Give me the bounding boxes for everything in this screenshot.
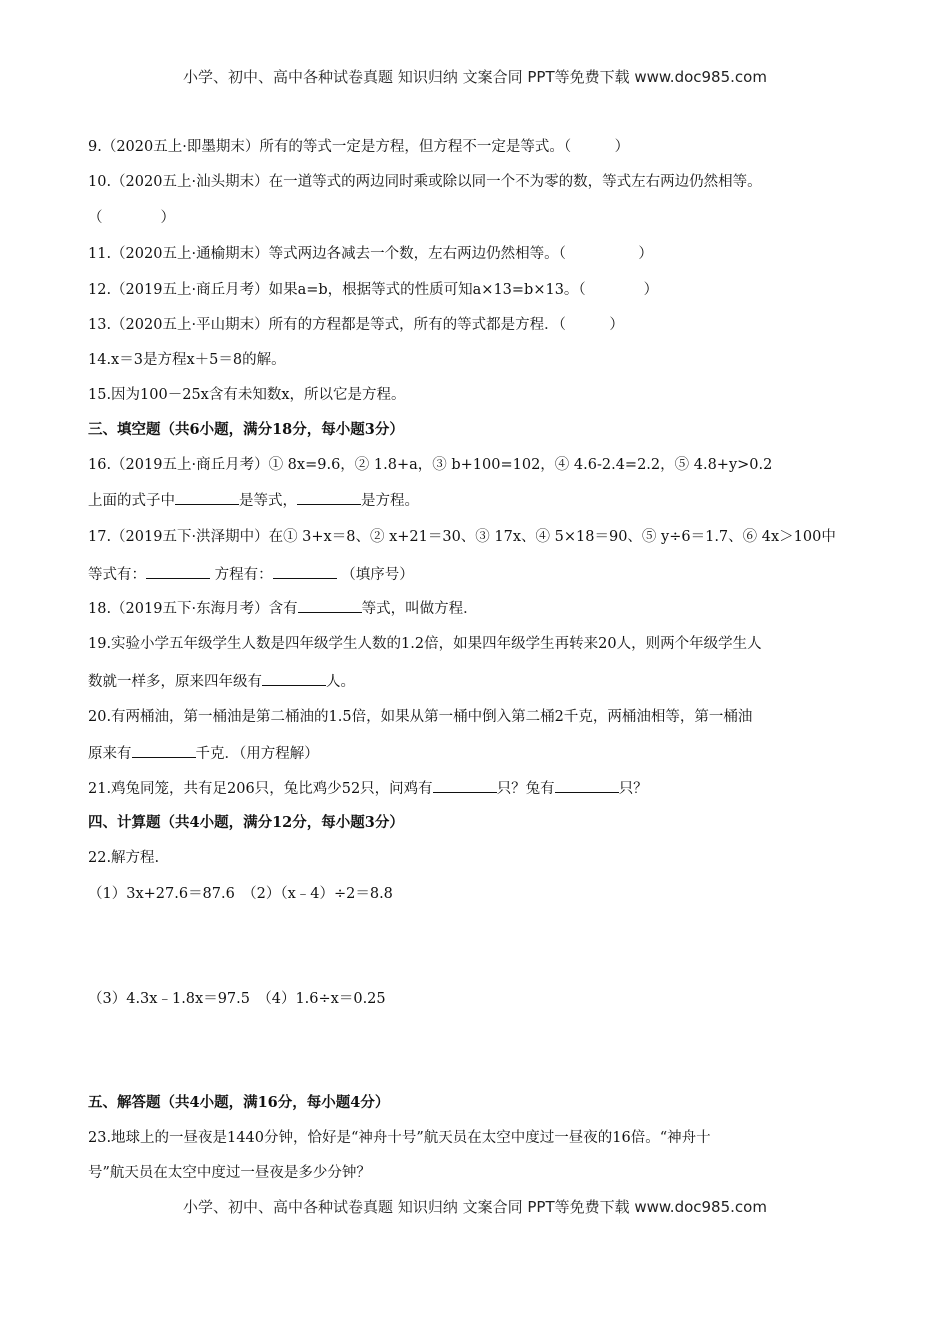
question-22-part-1-2: （1）3x+27.6＝87.6 （2）（x﹣4）÷2＝8.8: [88, 886, 393, 902]
page-footer: 小学、初中、高中各种试卷真题 知识归纳 文案合同 PPT等免费下载 www.doc985.com: [183, 1198, 767, 1216]
q20-text-2: 千克．（用方程解）: [195, 746, 319, 762]
q19-blank[interactable]: [262, 671, 326, 686]
question-10: 10.（2020五上·汕头期末）在一道等式的两边同时乘或除以同一个不为零的数，等式左右两边仍然相等。: [88, 174, 762, 190]
q21-text-2: 只？兔有: [496, 781, 555, 797]
question-19-fill: [88, 671, 355, 692]
question-9: 9.（2020五上·即墨期末）所有的等式一定是方程，但方程不一定是等式。（ ）: [88, 139, 630, 155]
q16-blank-2[interactable]: [297, 490, 361, 505]
q17-blank-1[interactable]: [146, 564, 210, 579]
question-16: 16.（2019五上·商丘月考）① 8x=9.6，② 1.8+a，③ b+100=102，④ 4.6-2.4=2.2，⑤ 4.8+y>0.2: [88, 457, 773, 473]
q16-text-2: 是等式，: [239, 493, 297, 509]
question-11: 11.（2020五上·通榆期末）等式两边各减去一个数，左右两边仍然相等。（ ）: [88, 246, 653, 262]
question-21: [88, 778, 648, 799]
q17-text-3: （填序号）: [341, 567, 414, 583]
question-15: 15.因为100－25x含有未知数x，所以它是方程。: [88, 387, 406, 403]
question-10-bracket: （ ）: [88, 210, 175, 226]
question-22: 22.解方程.: [88, 850, 160, 866]
q16-text-3: 是方程。: [361, 493, 419, 509]
question-20-fill: [88, 743, 319, 764]
q21-text-3: 只？: [618, 781, 648, 797]
q17-blank-2[interactable]: [273, 564, 337, 579]
question-23-cont: 号”航天员在太空中度过一昼夜是多少分钟？: [88, 1165, 371, 1181]
q16-blank-1[interactable]: [175, 490, 239, 505]
q19-text-2: 人。: [326, 674, 355, 690]
q20-text-1: 原来有: [88, 746, 132, 762]
q18-text-2: 等式，叫做方程．: [361, 601, 478, 617]
question-18: [88, 598, 478, 619]
q18-text-1: 18.（2019五下·东海月考）含有: [88, 601, 298, 617]
question-22-part-3-4: （3）4.3x﹣1.8x＝97.5 （4）1.6÷x＝0.25: [88, 991, 386, 1007]
q21-blank-2[interactable]: [555, 778, 619, 793]
question-13: 13.（2020五上·平山期末）所有的方程都是等式，所有的等式都是方程．（ ）: [88, 317, 624, 333]
q19-text-1: 数就一样多，原来四年级有: [88, 674, 262, 690]
question-12: 12.（2019五上·商丘月考）如果a=b，根据等式的性质可知a×13=b×13。（ ）: [88, 282, 659, 298]
q16-text-1: 上面的式子中: [88, 493, 175, 509]
q21-text-1: 21.鸡兔同笼，共有足206只，兔比鸡少52只，问鸡有: [88, 781, 433, 797]
q17-text-2: 方程有：: [214, 567, 273, 583]
q17-text-1: 等式有：: [88, 567, 146, 583]
question-14: 14.x＝3是方程x＋5＝8的解。: [88, 352, 286, 368]
section-4-heading: 四、计算题（共4小题，满分12分，每小题3分）: [88, 814, 404, 831]
question-23: 23.地球上的一昼夜是1440分钟，恰好是“神舟十号”航天员在太空中度过一昼夜的16倍。“神舟十: [88, 1130, 711, 1146]
q20-blank[interactable]: [132, 743, 196, 758]
section-3-heading: 三、填空题（共6小题，满分18分，每小题3分）: [88, 421, 404, 438]
q18-blank[interactable]: [298, 598, 362, 613]
question-17-fill: [88, 564, 414, 585]
question-17: 17.（2019五下·洪泽期中）在① 3+x＝8、② x+21＝30、③ 17x、④ 5×18＝90、⑤ y÷6＝1.7、⑥ 4x＞100中: [88, 529, 836, 545]
q21-blank-1[interactable]: [433, 778, 497, 793]
question-16-fill: [88, 490, 419, 511]
question-20: 20.有两桶油，第一桶油是第二桶油的1.5倍，如果从第一桶中倒入第二桶2千克，两桶油相等，第一桶油: [88, 709, 753, 725]
question-19: 19.实验小学五年级学生人数是四年级学生人数的1.2倍，如果四年级学生再转来20人，则两个年级学生人: [88, 636, 762, 652]
page-header: 小学、初中、高中各种试卷真题 知识归纳 文案合同 PPT等免费下载 www.doc985.com: [183, 68, 767, 86]
section-5-heading: 五、解答题（共4小题，满16分，每小题4分）: [88, 1094, 390, 1111]
